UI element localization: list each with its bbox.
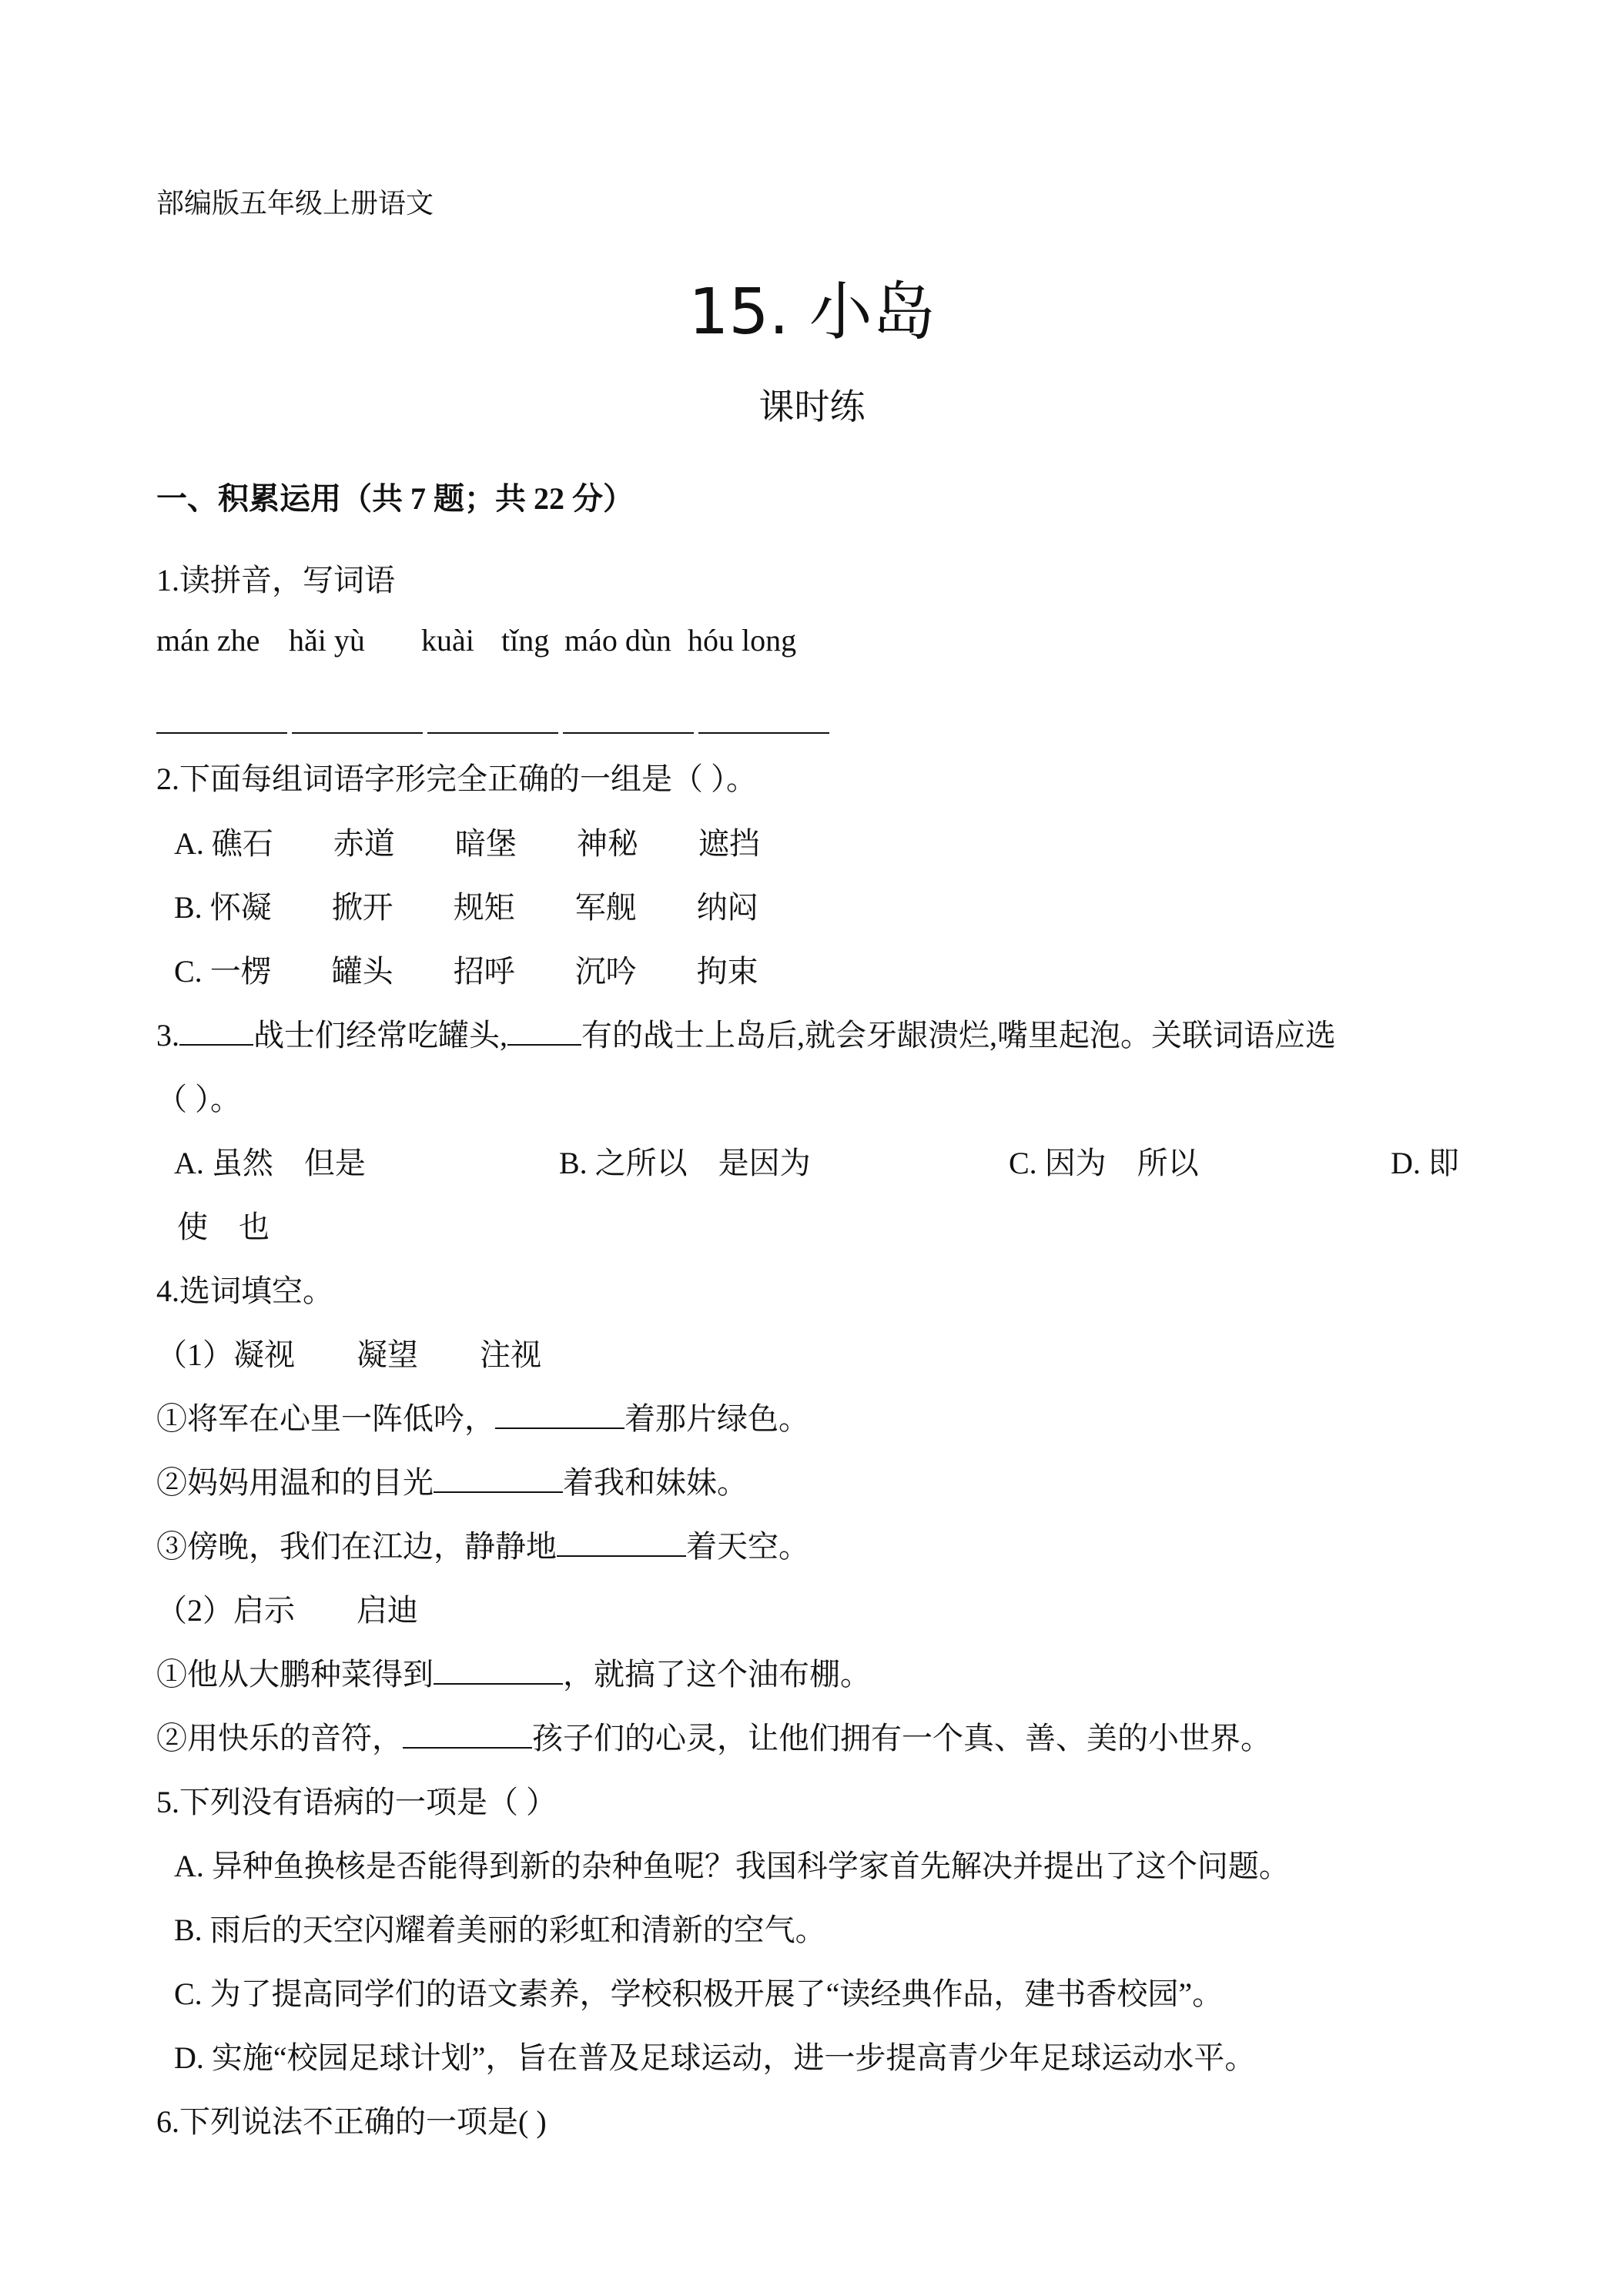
fill-blank[interactable] <box>403 1746 532 1749</box>
q1-answer-lines <box>156 724 834 738</box>
question-number: 3. <box>156 1018 179 1053</box>
item-text: 着那片绿色。 <box>624 1401 809 1436</box>
pinyin-3: kuài <box>421 623 474 658</box>
option-word: 掀开 <box>331 890 393 925</box>
q4-prompt: 4.选词填空。 <box>156 1274 333 1308</box>
item-text: 着天空。 <box>686 1529 809 1564</box>
option-word: 一楞 <box>209 954 272 989</box>
pinyin-1: mán zhe <box>156 623 260 658</box>
q4-item-4 <box>156 1650 871 1694</box>
q2-option-a <box>174 819 820 863</box>
header-text: 部编版五年级上册语文 <box>156 188 434 219</box>
item-text: 孩子们的心灵，让他们拥有一个真、善、美的小世界。 <box>532 1721 1271 1755</box>
page-title: 15. 小岛 <box>688 276 936 349</box>
q3-option-a <box>174 1139 366 1183</box>
q3-paren: （ ）。 <box>156 1082 241 1116</box>
item-text: ①将军在心里一阵低吟， <box>156 1401 495 1436</box>
option-label: A. <box>174 1146 204 1180</box>
option-word: 怀凝 <box>209 890 272 925</box>
pinyin-2: hǎi yù <box>289 623 365 658</box>
item-text: ，就搞了这个油布棚。 <box>563 1657 871 1692</box>
page-subtitle: 课时练 <box>758 387 866 427</box>
q3-prompt <box>156 1011 1336 1055</box>
answer-line[interactable] <box>292 732 423 734</box>
option-word: 沉吟 <box>574 954 637 989</box>
answer-line[interactable] <box>427 732 558 734</box>
item-text: ②妈妈用温和的目光 <box>156 1465 434 1500</box>
q3-text-2: 有的战士上岛后,就会牙龈溃烂,嘴里起泡。关联词语应选 <box>581 1018 1336 1053</box>
q1-pinyin-row <box>156 622 796 658</box>
pinyin-4: tǐng <box>501 623 550 658</box>
answer-line[interactable] <box>156 732 287 734</box>
option-word: 招呼 <box>453 954 515 989</box>
q5-option-b: B. 雨后的天空闪耀着美丽的彩虹和清新的空气。 <box>174 1913 826 1947</box>
q4-item-1 <box>156 1394 809 1438</box>
fill-blank[interactable] <box>507 1043 581 1046</box>
item-text: ①他从大鹏种菜得到 <box>156 1657 434 1692</box>
option-label: B. <box>559 1146 588 1180</box>
q5-option-d: D. 实施“校园足球计划”，旨在普及足球运动，进一步提高青少年足球运动水平。 <box>174 2040 1256 2075</box>
q5-option-a: A. 异种鱼换核是否能得到新的杂种鱼呢？我国科学家首先解决并提出了这个问题。 <box>174 1849 1290 1883</box>
option-word: 纳闷 <box>696 890 758 925</box>
q3-option-b <box>559 1139 811 1183</box>
item-text: ③傍晚，我们在江边，静静地 <box>156 1529 557 1564</box>
option-label: D. <box>1391 1146 1421 1180</box>
q2-option-c <box>174 947 819 991</box>
item-text: 着我和妹妹。 <box>563 1465 748 1500</box>
q6-prompt: 6.下列说法不正确的一项是( ) <box>156 2104 547 2139</box>
fill-blank[interactable] <box>557 1555 686 1557</box>
option-text: 之所以 是因为 <box>594 1146 811 1180</box>
option-word: 赤道 <box>333 826 395 861</box>
q4-group-2: （2）启示 启迪 <box>156 1593 418 1628</box>
fill-blank[interactable] <box>495 1427 624 1429</box>
section-heading: 一、积累运用（共 7 题；共 22 分） <box>156 481 634 516</box>
option-word: 礁石 <box>211 826 273 861</box>
q5-prompt: 5.下列没有语病的一项是（ ） <box>156 1785 557 1819</box>
q4-item-2 <box>156 1458 748 1502</box>
q2-prompt: 2.下面每组词语字形完全正确的一组是（ ）。 <box>156 761 757 796</box>
option-word: 规矩 <box>453 890 515 925</box>
q4-item-5 <box>156 1714 1271 1758</box>
option-word: 拘束 <box>696 954 758 989</box>
option-label: C. <box>174 954 203 989</box>
option-label: B. <box>174 890 203 925</box>
q2-option-b <box>174 883 819 927</box>
q3-option-d <box>1391 1139 1459 1183</box>
pinyin-6: hóu long <box>688 623 797 658</box>
option-word: 罐头 <box>331 954 393 989</box>
option-word: 遮挡 <box>698 826 760 861</box>
q5-option-c: C. 为了提高同学们的语文素养，学校积极开展了“读经典作品，建书香校园”。 <box>174 1976 1224 2011</box>
option-label: A. <box>174 826 204 861</box>
option-text: 虽然 但是 <box>211 1146 366 1180</box>
q3-option-c <box>1009 1139 1199 1183</box>
fill-blank[interactable] <box>434 1491 563 1493</box>
pinyin-5: máo dùn <box>564 623 671 658</box>
q4-group-1: （1）凝视 凝望 注视 <box>156 1337 541 1372</box>
q3-text-1: 战士们经常吃罐头, <box>253 1018 507 1053</box>
option-word: 军舰 <box>574 890 637 925</box>
fill-blank[interactable] <box>179 1043 253 1046</box>
option-word: 暗堡 <box>454 826 517 861</box>
answer-line[interactable] <box>698 732 829 734</box>
q1-prompt: 1.读拼音，写词语 <box>156 563 395 597</box>
q3-option-d-wrap: 使 也 <box>177 1210 270 1244</box>
q4-item-3 <box>156 1522 809 1566</box>
answer-line[interactable] <box>563 732 694 734</box>
option-word: 神秘 <box>576 826 638 861</box>
item-text: ②用快乐的音符， <box>156 1721 403 1755</box>
option-text: 即 <box>1428 1146 1459 1180</box>
option-label: C. <box>1009 1146 1037 1180</box>
fill-blank[interactable] <box>434 1682 563 1685</box>
option-text: 因为 所以 <box>1044 1146 1199 1180</box>
